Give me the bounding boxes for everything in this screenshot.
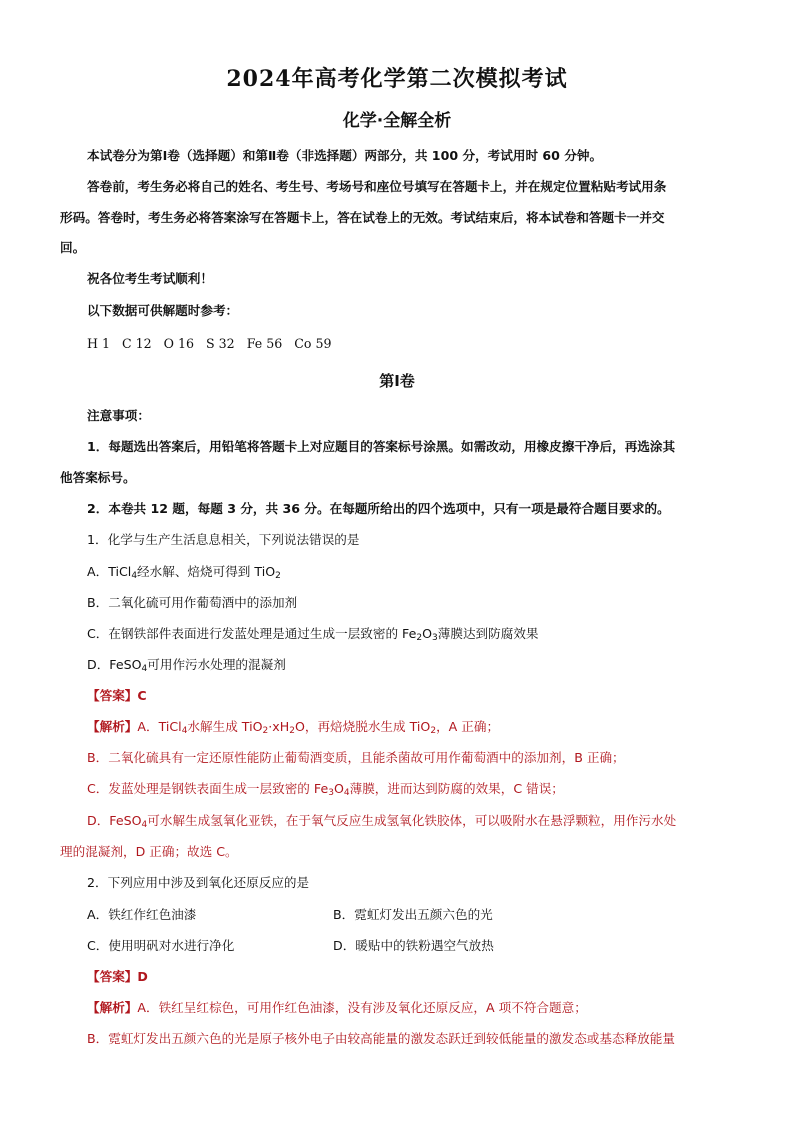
question-1-option-a: A．TiCl$_4$经水解、焙烧可得到 TiO$_2$ (87, 564, 281, 581)
question-2-answer: 【答案】D (87, 969, 148, 984)
intro-line-3: 形码。答卷时，考生务必将答案涂写在答题卡上，答在试卷上的无效。考试结束后，将本试卷和答题卡一并交 (60, 210, 665, 225)
question-1-option-b: B．二氧化硫可用作葡萄酒中的添加剂 (87, 595, 298, 610)
notice-item-1: 1．每题选出答案后，用铅笔将答题卡上对应题目的答案标号涂黑。如需改动，用橡皮擦干净后，再选涂其 (87, 439, 676, 454)
question-1-explanation-d: D．FeSO$_4$可水解生成氢氧化亚铁，在于氧气反应生成氢氧化铁胶体，可以吸附水在悬浮颗粒，用作污水处 (87, 813, 677, 830)
intro-line-4: 回。 (60, 240, 86, 255)
question-2-option-d: D．暖贴中的铁粉遇空气放热 (333, 938, 494, 953)
question-1-explanation-d-cont: 理的混凝剂，D 正确；故选 C。 (60, 844, 238, 859)
reference-data: H 1 C 12 O 16 S 32 Fe 56 Co 59 (87, 336, 332, 351)
reference-title: 以下数据可供解题时参考： (87, 303, 239, 318)
question-1-explanation-a: 【解析】A．TiCl$_4$水解生成 $TiO_2\cdot xH_2O$，再焙烧脱水生成 TiO$_2$，A 正确； (87, 719, 500, 736)
question-1-option-d: D．FeSO$_4$可用作污水处理的混凝剂 (87, 657, 286, 674)
question-2-explanation-a: 【解析】A．铁红呈红棕色，可用作红色油漆，没有涉及氧化还原反应，A 项不符合题意； (87, 1000, 587, 1015)
page-subtitle: 化学·全解全析 (342, 111, 452, 131)
question-2-option-c: C．使用明矾对水进行净化 (87, 938, 235, 953)
question-1-explanation-c: C．发蓝处理是钢铁表面生成一层致密的 $Fe_3O_4$薄膜，进而达到防腐的效果，C 错误； (87, 781, 564, 798)
notice-title: 注意事项： (87, 408, 150, 423)
question-2-option-a: A．铁红作红色油漆 (87, 907, 197, 922)
intro-line-2: 答卷前，考生务必将自己的姓名、考生号、考场号和座位号填写在答题卡上，并在规定位置粘贴考试用条 (87, 179, 667, 194)
intro-line-1: 本试卷分为第Ⅰ卷（选择题）和第Ⅱ卷（非选择题）两部分，共 100 分，考试用时 60 分钟。 (87, 148, 603, 163)
volume-heading: 第Ⅰ卷 (379, 372, 415, 390)
question-2-option-b: B．霓虹灯发出五颜六色的光 (333, 907, 493, 922)
page-title: 2024年高考化学第二次模拟考试 (226, 66, 568, 92)
question-1-explanation-b: B．二氧化硫具有一定还原性能防止葡萄酒变质，且能杀菌故可用作葡萄酒中的添加剂，B 正确； (87, 750, 625, 765)
wish-text: 祝各位考生考试顺利！ (87, 271, 213, 286)
question-1-answer: 【答案】C (87, 688, 147, 703)
question-1-stem: 1．化学与生产生活息息相关，下列说法错误的是 (87, 532, 360, 547)
notice-item-2: 2．本卷共 12 题，每题 3 分，共 36 分。在每题所给出的四个选项中，只有一项是最符合题目要求的。 (87, 501, 670, 516)
question-1-option-c: C．在钢铁部件表面进行发蓝处理是通过生成一层致密的 $Fe_2O_3$薄膜达到防腐效果 (87, 626, 539, 643)
question-2-stem: 2．下列应用中涉及到氧化还原反应的是 (87, 875, 310, 890)
notice-item-1-cont: 他答案标号。 (60, 470, 136, 485)
question-2-explanation-b: B．霓虹灯发出五颜六色的光是原子核外电子由较高能量的激发态跃迁到较低能量的激发态或基态释放能量 (87, 1031, 675, 1046)
